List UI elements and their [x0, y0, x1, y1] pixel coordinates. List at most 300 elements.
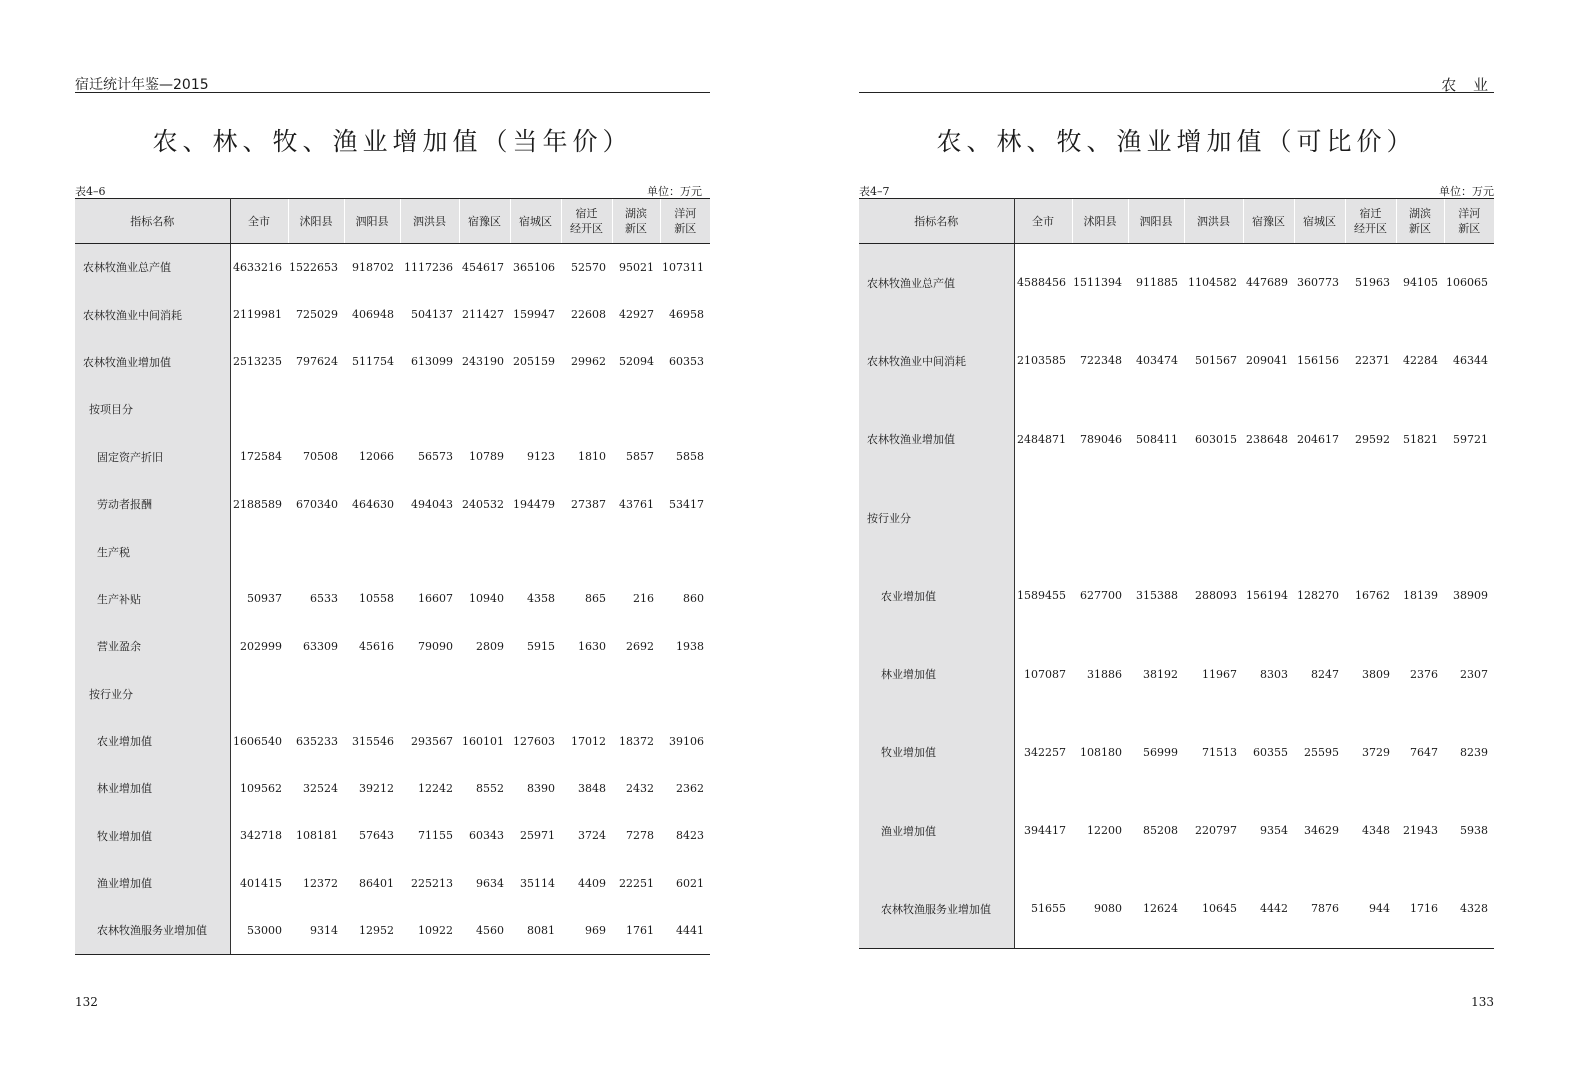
- table-cell: 46958: [669, 308, 704, 322]
- table-cell: 56999: [1143, 745, 1178, 759]
- row-label: 按行业分: [859, 478, 1014, 556]
- table-cell: 4358: [527, 592, 555, 606]
- table-cell: 11967: [1202, 667, 1237, 681]
- row-label: 林业增加值: [75, 765, 230, 812]
- table-row: [859, 635, 1494, 713]
- table-cell: [1014, 478, 1072, 556]
- table-cell: 156194: [1246, 589, 1288, 603]
- table-cell: 454617: [462, 260, 504, 274]
- table-row: [859, 478, 1494, 556]
- table-cell: 109562: [240, 781, 282, 795]
- table-cell: 52094: [619, 355, 654, 369]
- table-cell: 2513235: [233, 355, 282, 369]
- row-label: 生产税: [75, 528, 230, 575]
- table-cell: 51655: [1014, 870, 1072, 948]
- table-row: [75, 386, 710, 433]
- table-cell: 56573: [418, 450, 453, 464]
- table-cell: 43761: [619, 497, 654, 511]
- column-header: 泗阳县: [344, 199, 400, 244]
- table-cell: 29962: [571, 355, 606, 369]
- table-cell: 86401: [359, 876, 394, 890]
- table-cell: 508411: [1136, 432, 1178, 446]
- table-row: [859, 713, 1494, 791]
- table-cell: 5915: [527, 639, 555, 653]
- table-cell: 1104582: [1188, 276, 1237, 290]
- table-cell: 1511394: [1073, 276, 1122, 290]
- table-cell: [344, 528, 400, 575]
- table-cell: [459, 386, 510, 433]
- table-cell: 25595: [1304, 745, 1339, 759]
- table-cell: 797624: [296, 355, 338, 369]
- table-cell: [1444, 478, 1494, 556]
- table-cell: 789046: [1080, 432, 1122, 446]
- table-cell: 10558: [359, 592, 394, 606]
- table-cell: 51963: [1355, 276, 1390, 290]
- table-row: [75, 244, 710, 291]
- table-cell: 2484871: [1017, 432, 1066, 446]
- table-cell: 342718: [240, 829, 282, 843]
- table-cell: 22608: [571, 308, 606, 322]
- table-cell: [561, 528, 612, 575]
- table-cell: 969: [561, 907, 612, 954]
- table-cell: 464630: [352, 497, 394, 511]
- table-cell: 27387: [571, 497, 606, 511]
- table-cell: [510, 670, 561, 717]
- table-cell: 9354: [1260, 824, 1288, 838]
- table-cell: 31886: [1087, 667, 1122, 681]
- header-text: 农 业: [1441, 76, 1494, 94]
- table-number: 表4–6: [75, 185, 106, 198]
- table-cell: 8552: [476, 781, 504, 795]
- column-header: 泗洪县: [1184, 199, 1243, 244]
- table-cell: 107311: [662, 260, 704, 274]
- stat-table: [859, 198, 1494, 949]
- table-cell: 603015: [1195, 432, 1237, 446]
- table-cell: 4348: [1362, 824, 1390, 838]
- table-cell: [230, 528, 288, 575]
- page-number: 132: [75, 995, 98, 1009]
- table-cell: 365106: [513, 260, 555, 274]
- table-row: [75, 717, 710, 764]
- table-cell: 35114: [520, 876, 555, 890]
- table-cell: 4441: [660, 907, 710, 954]
- table-cell: 12624: [1128, 870, 1184, 948]
- table-cell: 2376: [1410, 667, 1438, 681]
- table-cell: 1810: [578, 450, 606, 464]
- table-cell: 39106: [669, 734, 704, 748]
- table-cell: [1184, 478, 1243, 556]
- table-cell: [400, 528, 459, 575]
- table-cell: 10940: [469, 592, 504, 606]
- table-cell: 10789: [469, 450, 504, 464]
- table-cell: 194479: [513, 497, 555, 511]
- row-label: 渔业增加值: [859, 792, 1014, 870]
- table-cell: 17012: [571, 734, 606, 748]
- table-cell: 22371: [1355, 354, 1390, 368]
- column-header: 宿豫区: [1243, 199, 1294, 244]
- table-cell: 2692: [626, 639, 654, 653]
- table-cell: 865: [585, 592, 606, 606]
- column-header-name: 指标名称: [859, 199, 1014, 244]
- unit-label: 单位：万元: [1439, 185, 1494, 198]
- table-cell: 45616: [359, 639, 394, 653]
- table-cell: [344, 386, 400, 433]
- table-row: [75, 670, 710, 717]
- table-row: [75, 575, 710, 622]
- table-cell: 12242: [418, 781, 453, 795]
- table-cell: [510, 386, 561, 433]
- row-label: 农林牧渔服务业增加值: [859, 870, 1014, 948]
- table-cell: 32524: [303, 781, 338, 795]
- row-label: 农林牧渔业总产值: [75, 244, 230, 291]
- table-cell: 288093: [1195, 589, 1237, 603]
- table-cell: 128270: [1297, 589, 1339, 603]
- table-cell: 635233: [296, 734, 338, 748]
- table-row: [859, 400, 1494, 478]
- table-row: [75, 433, 710, 480]
- page-title: 农、林、牧、渔业增加值（可比价）: [936, 127, 1417, 156]
- table-cell: 511754: [352, 355, 394, 369]
- row-label: 农林牧渔业中间消耗: [75, 291, 230, 338]
- table-cell: 911885: [1136, 276, 1178, 290]
- table-cell: 57643: [359, 829, 394, 843]
- table-cell: 16762: [1355, 589, 1390, 603]
- table-cell: 1630: [578, 639, 606, 653]
- table-cell: [612, 670, 660, 717]
- table-cell: 60343: [469, 829, 504, 843]
- table-cell: 401415: [240, 876, 282, 890]
- table-cell: 21943: [1403, 824, 1438, 838]
- column-header-name: 指标名称: [75, 199, 230, 244]
- table-cell: 50937: [247, 592, 282, 606]
- table-cell: [1072, 478, 1128, 556]
- table-cell: 34629: [1304, 824, 1339, 838]
- table-cell: [561, 386, 612, 433]
- table-cell: 12372: [303, 876, 338, 890]
- column-header: 宿迁 经开区: [1345, 199, 1396, 244]
- table-cell: 18372: [619, 734, 654, 748]
- page-number: 133: [1471, 995, 1494, 1009]
- table-cell: 172584: [240, 450, 282, 464]
- table-cell: 8303: [1260, 667, 1288, 681]
- table-cell: 9314: [288, 907, 344, 954]
- table-cell: 38909: [1453, 589, 1488, 603]
- row-label: 生产补贴: [75, 575, 230, 622]
- table-cell: 10922: [400, 907, 459, 954]
- column-header: 泗阳县: [1128, 199, 1184, 244]
- table-header-row: [75, 199, 710, 244]
- table-cell: 2432: [626, 781, 654, 795]
- table-cell: [660, 670, 710, 717]
- table-cell: 42284: [1403, 354, 1438, 368]
- table-row: [75, 860, 710, 907]
- table-cell: 3809: [1362, 667, 1390, 681]
- table-cell: [400, 386, 459, 433]
- column-header: 全市: [230, 199, 288, 244]
- table-cell: 9080: [1072, 870, 1128, 948]
- table-cell: 18139: [1403, 589, 1438, 603]
- table-cell: 501567: [1195, 354, 1237, 368]
- table-cell: 70508: [303, 450, 338, 464]
- table-cell: 53000: [230, 907, 288, 954]
- table-cell: 159947: [513, 308, 555, 322]
- table-cell: 211427: [462, 308, 504, 322]
- table-cell: 4442: [1243, 870, 1294, 948]
- table-cell: 52570: [571, 260, 606, 274]
- table-row: [859, 557, 1494, 635]
- table-cell: 46344: [1453, 354, 1488, 368]
- table-cell: 293567: [411, 734, 453, 748]
- table-cell: 1761: [612, 907, 660, 954]
- running-header: [75, 72, 710, 93]
- row-label: 营业盈余: [75, 623, 230, 670]
- table-cell: 25971: [520, 829, 555, 843]
- table-cell: 220797: [1195, 824, 1237, 838]
- table-cell: 504137: [411, 308, 453, 322]
- table-row: [859, 792, 1494, 870]
- table-cell: 12952: [344, 907, 400, 954]
- table-cell: 1589455: [1017, 589, 1066, 603]
- table-cell: 216: [633, 592, 654, 606]
- table-cell: 39212: [359, 781, 394, 795]
- table-cell: 225213: [411, 876, 453, 890]
- table-cell: 4328: [1444, 870, 1494, 948]
- table-cell: 10645: [1184, 870, 1243, 948]
- table-cell: 4409: [578, 876, 606, 890]
- table-cell: 160101: [462, 734, 504, 748]
- table-cell: 94105: [1403, 276, 1438, 290]
- table-cell: 85208: [1143, 824, 1178, 838]
- table-cell: 944: [1345, 870, 1396, 948]
- column-header: 宿城区: [510, 199, 561, 244]
- table-cell: 447689: [1246, 276, 1288, 290]
- table-cell: 5858: [676, 450, 704, 464]
- table-row: [75, 528, 710, 575]
- table-cell: 5938: [1460, 824, 1488, 838]
- table-cell: 204617: [1297, 432, 1339, 446]
- table-cell: [288, 670, 344, 717]
- table-cell: 63309: [303, 639, 338, 653]
- row-label: 按项目分: [75, 386, 230, 433]
- column-header: 沭阳县: [288, 199, 344, 244]
- table-cell: [230, 670, 288, 717]
- table-cell: 8239: [1460, 745, 1488, 759]
- table-row: [75, 812, 710, 859]
- table-cell: 3729: [1362, 745, 1390, 759]
- row-label: 牧业增加值: [75, 812, 230, 859]
- row-label: 渔业增加值: [75, 860, 230, 907]
- table-cell: 1716: [1396, 870, 1444, 948]
- table-row: [859, 870, 1494, 948]
- table-cell: 918702: [352, 260, 394, 274]
- column-header: 泗洪县: [400, 199, 459, 244]
- table-cell: 4560: [459, 907, 510, 954]
- table-cell: [1345, 478, 1396, 556]
- table-cell: 670340: [296, 497, 338, 511]
- table-cell: 494043: [411, 497, 453, 511]
- table-cell: [1243, 478, 1294, 556]
- table-cell: 127603: [513, 734, 555, 748]
- table-cell: 627700: [1080, 589, 1122, 603]
- table-cell: 403474: [1136, 354, 1178, 368]
- table-cell: [510, 528, 561, 575]
- table-cell: 205159: [513, 355, 555, 369]
- table-cell: 42927: [619, 308, 654, 322]
- row-label: 农林牧渔服务业增加值: [75, 907, 230, 954]
- table-cell: 243190: [462, 355, 504, 369]
- row-label: 农林牧渔业增加值: [859, 400, 1014, 478]
- column-header: 沭阳县: [1072, 199, 1128, 244]
- table-cell: 394417: [1024, 824, 1066, 838]
- table-cell: 2307: [1460, 667, 1488, 681]
- table-cell: 108180: [1080, 745, 1122, 759]
- table-cell: 8390: [527, 781, 555, 795]
- stat-table: [75, 198, 710, 955]
- table-header-row: [859, 199, 1494, 244]
- table-cell: 2362: [676, 781, 704, 795]
- table-cell: [459, 670, 510, 717]
- table-cell: 95021: [619, 260, 654, 274]
- table-cell: 613099: [411, 355, 453, 369]
- column-header: 宿豫区: [459, 199, 510, 244]
- table-cell: 406948: [352, 308, 394, 322]
- table-cell: 71513: [1202, 745, 1237, 759]
- table-cell: 51821: [1403, 432, 1438, 446]
- table-cell: 60355: [1253, 745, 1288, 759]
- table-number: 表4–7: [859, 185, 890, 198]
- table-cell: 22251: [619, 876, 654, 890]
- table-cell: 1522653: [289, 260, 338, 274]
- table-cell: 725029: [296, 308, 338, 322]
- row-label: 农林牧渔业增加值: [75, 338, 230, 385]
- table-cell: [344, 670, 400, 717]
- table-cell: 342257: [1024, 745, 1066, 759]
- table-cell: 360773: [1297, 276, 1339, 290]
- column-header: 湖滨 新区: [612, 199, 660, 244]
- row-label: 林业增加值: [859, 635, 1014, 713]
- row-label: 农林牧渔业总产值: [859, 244, 1014, 322]
- table-cell: [660, 386, 710, 433]
- table-cell: 106065: [1446, 276, 1488, 290]
- row-label: 农业增加值: [75, 717, 230, 764]
- table-cell: 79090: [418, 639, 453, 653]
- table-cell: 53417: [669, 497, 704, 511]
- row-label: 劳动者报酬: [75, 480, 230, 527]
- table-cell: 9123: [527, 450, 555, 464]
- table-cell: 60353: [669, 355, 704, 369]
- table-cell: 71155: [418, 829, 453, 843]
- table-cell: 860: [683, 592, 704, 606]
- table-cell: 12200: [1087, 824, 1122, 838]
- table-row: [859, 322, 1494, 400]
- table-cell: [459, 528, 510, 575]
- table-cell: [288, 386, 344, 433]
- table-cell: 1606540: [233, 734, 282, 748]
- table-cell: 4588456: [1017, 276, 1066, 290]
- row-label: 固定资产折旧: [75, 433, 230, 480]
- table-cell: 3724: [578, 829, 606, 843]
- table-cell: [1294, 478, 1345, 556]
- table-cell: [612, 528, 660, 575]
- table-cell: 722348: [1080, 354, 1122, 368]
- table-row: [859, 244, 1494, 322]
- table-cell: 7278: [626, 829, 654, 843]
- table-cell: 209041: [1246, 354, 1288, 368]
- table-cell: [660, 528, 710, 575]
- table-cell: 7647: [1410, 745, 1438, 759]
- row-label: 按行业分: [75, 670, 230, 717]
- table-cell: 2119981: [233, 308, 282, 322]
- table-cell: 6533: [310, 592, 338, 606]
- table-cell: 202999: [240, 639, 282, 653]
- column-header: 洋河 新区: [1444, 199, 1494, 244]
- header-text: 宿迁统计年鉴—2015: [75, 77, 209, 93]
- table-row: [75, 765, 710, 812]
- table-cell: 240532: [462, 497, 504, 511]
- table-cell: 2103585: [1017, 354, 1066, 368]
- table-cell: 107087: [1024, 667, 1066, 681]
- running-header: [859, 72, 1494, 93]
- table-cell: 4633216: [233, 260, 282, 274]
- table-cell: 238648: [1246, 432, 1288, 446]
- column-header: 洋河 新区: [660, 199, 710, 244]
- table-cell: 315546: [352, 734, 394, 748]
- column-header: 宿城区: [1294, 199, 1345, 244]
- table-cell: 59721: [1453, 432, 1488, 446]
- table-row: [75, 291, 710, 338]
- table-cell: 29592: [1355, 432, 1390, 446]
- table-cell: 2188589: [233, 497, 282, 511]
- table-cell: [230, 386, 288, 433]
- row-label: 农林牧渔业中间消耗: [859, 322, 1014, 400]
- table-cell: [288, 528, 344, 575]
- row-label: 农业增加值: [859, 557, 1014, 635]
- table-cell: 8423: [676, 829, 704, 843]
- table-cell: [612, 386, 660, 433]
- table-cell: [1128, 478, 1184, 556]
- table-cell: 9634: [476, 876, 504, 890]
- table-cell: [1396, 478, 1444, 556]
- unit-label: 单位：万元: [647, 185, 702, 198]
- table-row: [75, 623, 710, 670]
- table-cell: 38192: [1143, 667, 1178, 681]
- column-header: 宿迁 经开区: [561, 199, 612, 244]
- column-header: 全市: [1014, 199, 1072, 244]
- table-cell: 315388: [1136, 589, 1178, 603]
- table-row: [75, 907, 710, 954]
- page-title: 农、林、牧、渔业增加值（当年价）: [152, 127, 633, 156]
- table-cell: [561, 670, 612, 717]
- column-header: 湖滨 新区: [1396, 199, 1444, 244]
- table-cell: 1938: [676, 639, 704, 653]
- table-cell: 5857: [626, 450, 654, 464]
- table-cell: 7876: [1294, 870, 1345, 948]
- table-cell: 8247: [1311, 667, 1339, 681]
- table-cell: 12066: [359, 450, 394, 464]
- table-row: [75, 338, 710, 385]
- table-cell: 108181: [296, 829, 338, 843]
- table-cell: 1117236: [404, 260, 453, 274]
- table-cell: 8081: [510, 907, 561, 954]
- table-cell: [400, 670, 459, 717]
- table-row: [75, 480, 710, 527]
- table-cell: 6021: [676, 876, 704, 890]
- row-label: 牧业增加值: [859, 713, 1014, 791]
- table-cell: 16607: [418, 592, 453, 606]
- table-cell: 156156: [1297, 354, 1339, 368]
- table-cell: 2809: [476, 639, 504, 653]
- table-cell: 3848: [578, 781, 606, 795]
